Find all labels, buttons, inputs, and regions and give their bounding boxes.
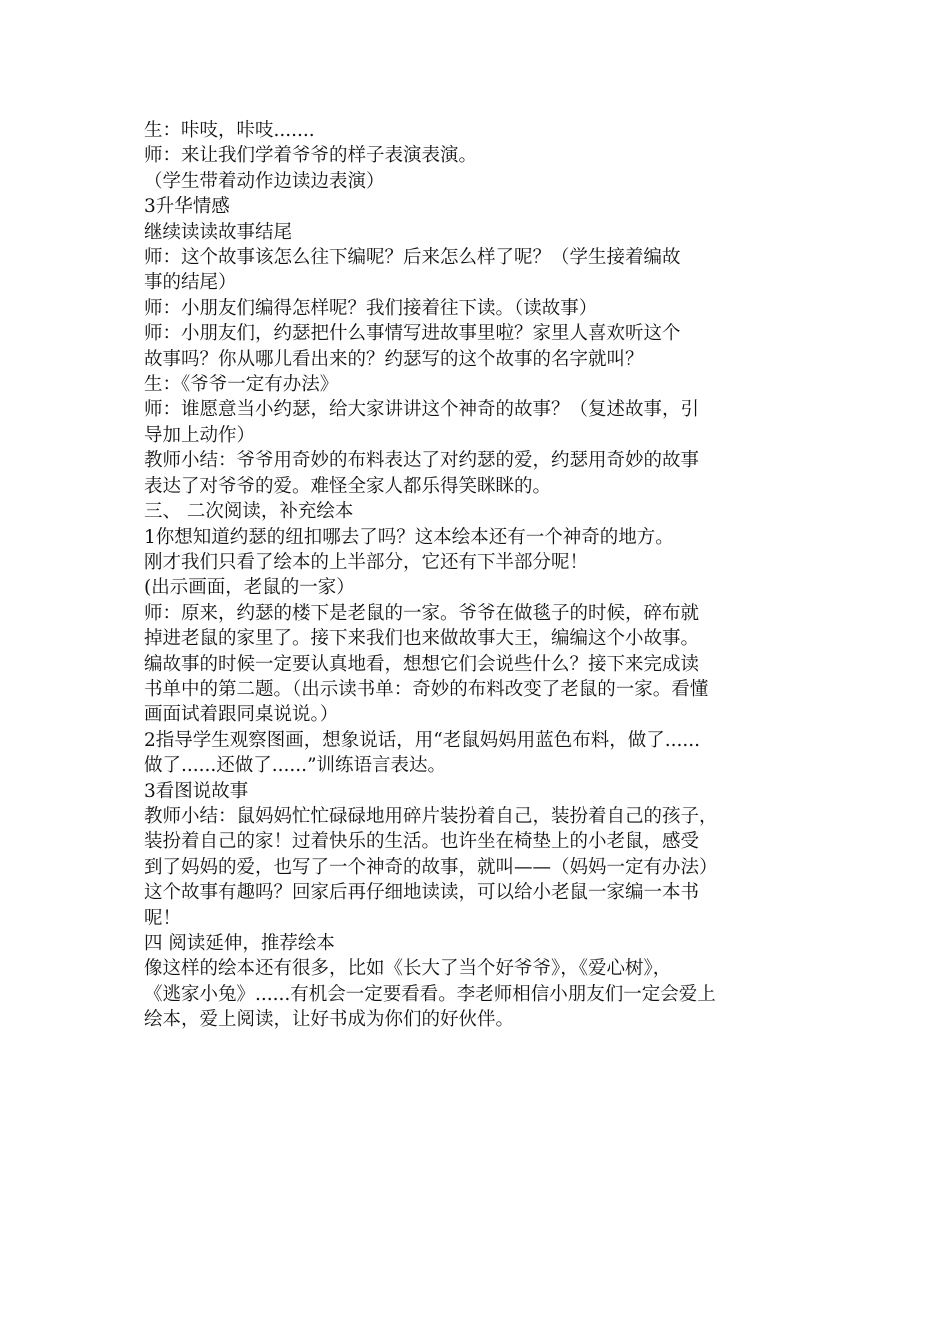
text-line: 三、 二次阅读，补充绘本: [144, 501, 354, 523]
text-line: 呢！: [144, 907, 182, 929]
text-line: 表达了对爷爷的爱。难怪全家人都乐得笑眯眯的。: [144, 475, 552, 497]
text-line: 师：这个故事该怎么往下编呢？后来怎么样了呢？（学生接着编故: [144, 247, 681, 269]
text-line: 师：原来，约瑟的楼下是老鼠的一家。爷爷在做毯子的时候，碎布就: [144, 602, 700, 624]
text-line: 教师小结：爷爷用奇妙的布料表达了对约瑟的爱，约瑟用奇妙的故事: [144, 450, 700, 472]
text-line: 刚才我们只看了绘本的上半部分，它还有下半部分呢！: [144, 551, 589, 573]
text-line: 生：《爷爷一定有办法》: [144, 374, 339, 396]
text-line: 师：谁愿意当小约瑟，给大家讲讲这个神奇的故事？（复述故事，引: [144, 399, 700, 421]
text-line: 像这样的绘本还有很多，比如《长大了当个好爷爷》，《爱心树》，: [144, 958, 672, 980]
text-line: 到了妈妈的爱，也写了一个神奇的故事，就叫——（妈妈一定有办法）: [144, 856, 718, 878]
text-line: 书单中的第二题。（出示读书单：奇妙的布料改变了老鼠的一家。看懂: [144, 678, 709, 700]
text-line: 教师小结：鼠妈妈忙忙碌碌地用碎片装扮着自己，装扮着自己的孩子，: [144, 805, 718, 827]
text-line: 师：小朋友们编得怎样呢？我们接着往下读。（读故事）: [144, 297, 598, 319]
text-line: （学生带着动作边读边表演）: [144, 170, 385, 192]
text-line: 导加上动作）: [144, 424, 256, 446]
text-line: 事的结尾）: [144, 272, 237, 294]
text-line: 画面试着跟同桌说说。）: [144, 704, 339, 726]
text-line: 1你想知道约瑟的纽扣哪去了吗？这本绘本还有一个神奇的地方。: [144, 526, 674, 548]
text-line: 师：来让我们学着爷爷的样子表演表演。: [144, 145, 478, 167]
document-body: [144, 118, 814, 1033]
text-line: 故事吗？你从哪儿看出来的？约瑟写的这个故事的名字就叫？: [144, 348, 644, 370]
text-line: 四 阅读延伸，推荐绘本: [144, 933, 335, 954]
text-line: 绘本，爱上阅读，让好书成为你们的好伙伴。: [144, 1009, 515, 1031]
text-line: 做了......还做了......”训练语言表达。: [144, 755, 447, 777]
text-line: 师：小朋友们，约瑟把什么事情写进故事里啦？家里人喜欢听这个: [144, 323, 681, 345]
text-line: 《逃家小兔》......有机会一定要看看。李老师相信小朋友们一定会爱上: [144, 983, 716, 1005]
text-line: 装扮着自己的家！过着快乐的生活。也许坐在椅垫上的小老鼠，感受: [144, 831, 700, 853]
text-line: 编故事的时候一定要认真地看，想想它们会说些什么？接下来完成读: [144, 653, 700, 675]
text-line: 继续读读故事结尾: [144, 221, 293, 243]
text-line: 2指导学生观察图画，想象说话，用“老鼠妈妈用蓝色布料，做了......: [144, 729, 701, 751]
text-line: (出示画面，老鼠的一家）: [144, 577, 355, 599]
text-line: 这个故事有趣吗？回家后再仔细地读读，可以给小老鼠一家编一本书: [144, 882, 700, 904]
text-line: 生：咔吱，咔吱.......: [144, 120, 315, 141]
text-line: 3看图说故事: [144, 780, 249, 802]
text-line: 3升华情感: [144, 196, 230, 218]
text-line: 掉进老鼠的家里了。接下来我们也来做故事大王，编编这个小故事。: [144, 628, 700, 650]
